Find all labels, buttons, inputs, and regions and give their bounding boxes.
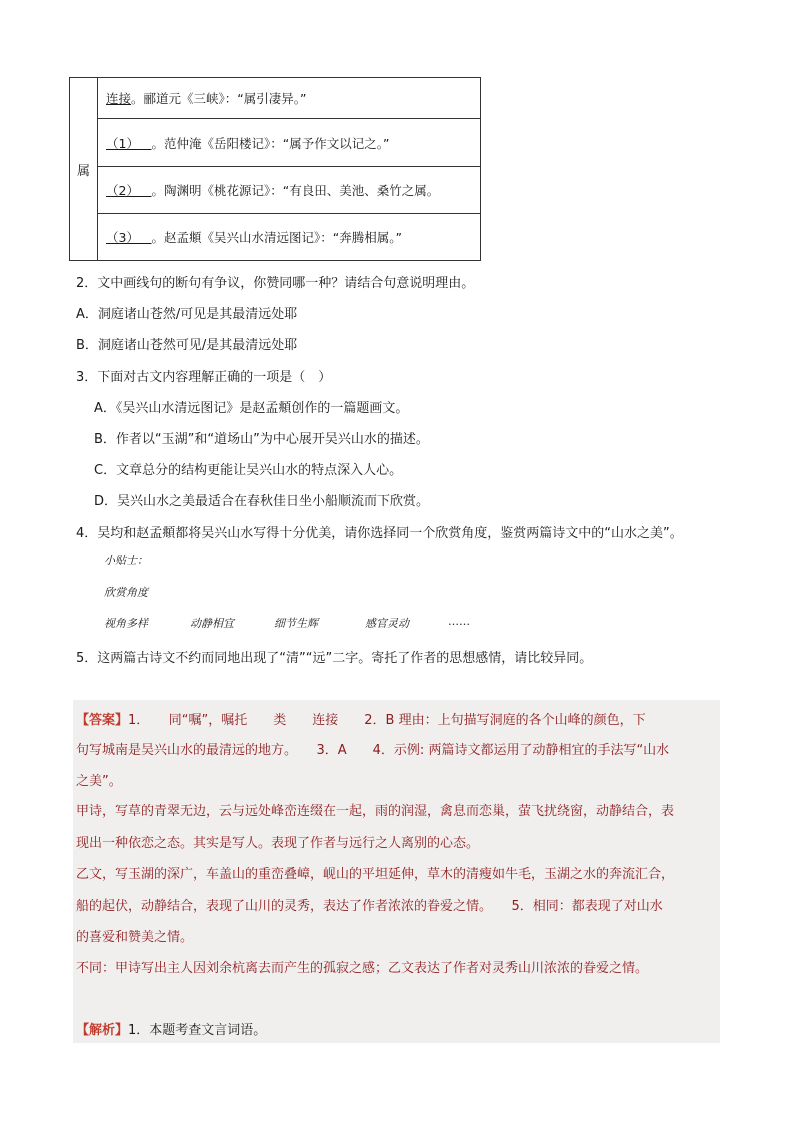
row-text: 。范仲淹《岳阳楼记》：“属予作文以记之。” xyxy=(151,135,390,151)
question-3-stem: 3．下面对古文内容理解正确的一项是（ ） xyxy=(76,370,332,385)
question-5-stem: 5．这两篇古诗文不约而同地出现了“清”“远”二字。寄托了作者的思想感情，请比较异同。 xyxy=(76,651,593,666)
question-2-option-b: B．洞庭诸山苍然可见/是其最清远处耶 xyxy=(76,338,298,353)
blank-gap xyxy=(139,228,152,246)
table-row xyxy=(97,214,480,260)
question-3-option-c: C．文章总分的结构更能让吴兴山水的特点深入人心。 xyxy=(94,463,403,478)
answer-label: 【答案】 xyxy=(76,713,129,728)
answer-line: 船的起伏，动静结合，表现了山川的灵秀，表达了作者浓浓的眷爱之情。 5．相同：都表现了对山水 xyxy=(76,899,663,914)
row-text: 。郦道元《三峡》：“属引凄异。” xyxy=(131,91,307,106)
question-3-option-d: D．吴兴山水之美最适合在春秋佳日坐小船顺流而下欣赏。 xyxy=(94,494,430,509)
row-blank: （3） xyxy=(106,230,139,245)
blank-gap xyxy=(139,134,152,152)
answer-line: 现出一种依恋之态。其实是写人。表现了作者与远行之人离别的心态。 xyxy=(76,836,480,851)
tip-subtitle: 欣赏角度 xyxy=(104,586,148,599)
tip-title: 小贴士： xyxy=(104,554,148,567)
tip-item: 动静相宜 xyxy=(190,617,234,630)
question-2-option-a: A．洞庭诸山苍然/可见是其最清远处耶 xyxy=(76,307,298,322)
answer-line: 句写城南是吴兴山水的最清远的地方。 3．A 4．示例: 两篇诗文都运用了动静相宜的手法写“山水 xyxy=(76,743,670,758)
term-cell: 属 xyxy=(70,78,98,260)
table-row xyxy=(97,167,480,214)
row-blank: （2） xyxy=(106,183,139,198)
blank-gap xyxy=(139,181,152,199)
answer-text: 1． 同“嘱”，嘱托 类 连接 2．B 理由：上句描写洞庭的各个山峰的颜色，下 xyxy=(128,713,646,728)
analysis-line xyxy=(76,1019,266,1038)
row-blank: （1） xyxy=(106,135,139,151)
table-row xyxy=(97,78,480,119)
answer-line: 之美”。 xyxy=(76,774,122,789)
tip-item: 视角多样 xyxy=(104,617,148,630)
table-row xyxy=(97,119,480,167)
row-text: 。赵孟頫《吴兴山水清远图记》：“奔腾相属。” xyxy=(151,230,402,245)
analysis-text: 1．本题考查文言词语。 xyxy=(128,1023,267,1038)
question-4-stem: 4．吴均和赵孟頫都将吴兴山水写得十分优美，请你选择同一个欣赏角度，鉴赏两篇诗文中的“山水之美”。 xyxy=(76,526,683,541)
answer-line xyxy=(76,709,646,728)
question-2-stem: 2．文中画线句的断句有争议，你赞同哪一种？请结合句意说明理由。 xyxy=(76,276,475,291)
vocabulary-table xyxy=(69,77,481,261)
question-3-option-b: B．作者以“玉湖”和“道场山”为中心展开吴兴山水的描述。 xyxy=(94,432,429,447)
answer-line: 不同：甲诗写出主人因刘余杭离去而产生的孤寂之感；乙文表达了作者对灵秀山川浓浓的眷爱之情。 xyxy=(76,961,649,976)
row-text: 。陶渊明《桃花源记》：“有良田、美池、桑竹之属。 xyxy=(151,183,440,198)
answer-line: 的喜爱和赞美之情。 xyxy=(76,930,194,945)
tip-ellipsis: …… xyxy=(448,615,470,628)
question-3-option-a: A．《吴兴山水清远图记》是赵孟頫创作的一篇题画文。 xyxy=(94,401,409,416)
row-prefix: 连接 xyxy=(106,91,132,106)
tip-item: 感官灵动 xyxy=(365,617,409,630)
answer-line: 乙文，写玉湖的深广，车盖山的重峦叠嶂，岘山的平坦延伸，草木的清瘦如牛毛，玉湖之水的奔流汇合， xyxy=(76,867,675,882)
answer-line: 甲诗，写草的青翠无边，云与远处峰峦连缀在一起，雨的润湿，禽息而恋巢，萤飞扰绕窗，动静结合，表 xyxy=(76,804,675,819)
tip-item: 细节生辉 xyxy=(274,617,318,630)
analysis-label: 【解析】 xyxy=(76,1023,129,1038)
